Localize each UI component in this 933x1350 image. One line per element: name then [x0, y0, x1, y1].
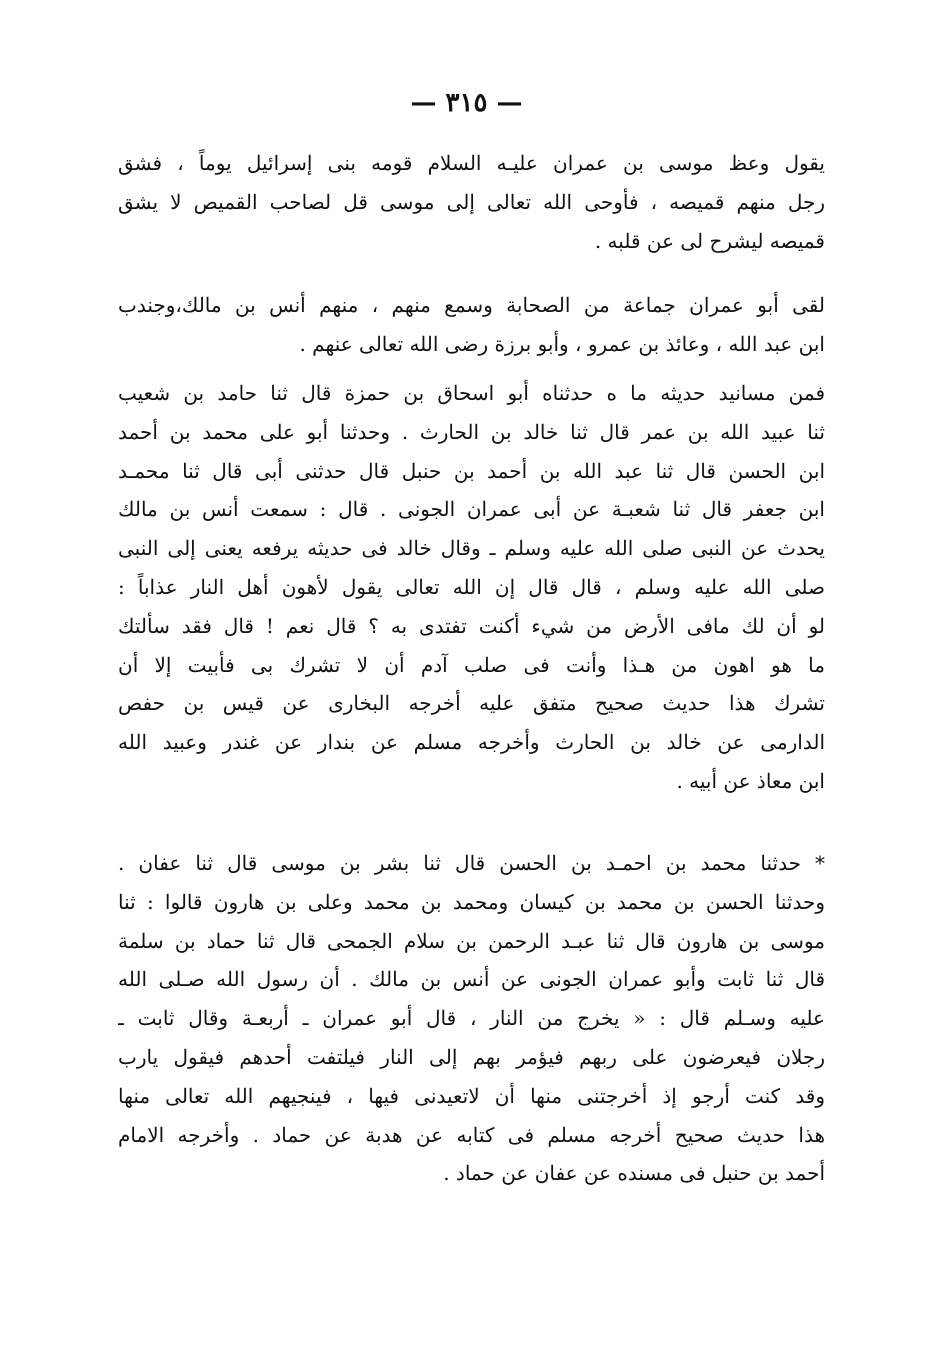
- text-line: فمن مسانيد حديثه ما ه حدثناه أبو اسحاق بن حمزة قال ثنا حامد بن شعيب: [118, 381, 825, 405]
- paragraph-2: [118, 286, 825, 364]
- text-line: رجلان فيعرضون على ربهم فيؤمر بهم إلى النار فيلتفت أحدهم فيقول يارب: [118, 1044, 825, 1069]
- text-line: ابن معاذ عن أبيه .: [676, 768, 825, 793]
- text-line: ثنا عبيد الله بن عمر قال ثنا خالد بن الحارث . وحدثنا أبو على محمد بن أحمد: [118, 419, 825, 444]
- text-line: قال ثنا ثابت وأبو عمران الجونى عن أنس بن مالك . أن رسول الله صـلى الله: [118, 967, 825, 992]
- text-line: يقول وعظ موسى بن عمران عليـه السلام قومه بنى إسرائيل يوماً ، فشق: [118, 151, 825, 175]
- text-line: لقى أبو عمران جماعة من الصحابة وسمع منهم ، منهم أنس بن مالك،وجندب: [118, 293, 825, 317]
- text-line: الدارمى عن خالد بن الحارث وأخرجه مسلم عن بندار عن غندر وعبيد الله: [118, 730, 825, 755]
- text-line: موسى بن هارون قال ثنا عبـد الرحمن بن سلام الجمحى قال ثنا حماد بن سلمة: [118, 928, 825, 953]
- page-number: — ٣١٥ —: [410, 88, 523, 118]
- text-line: أحمد بن حنبل فى مسنده عن عفان عن حماد .: [443, 1161, 825, 1186]
- text-line: هذا حديث صحيح أخرجه مسلم فى كتابه عن هدبة عن حماد . وأخرجه الامام: [118, 1122, 825, 1147]
- paragraph-4: [118, 844, 825, 1193]
- text-line: لو أن لك مافى الأرض من شيء أكنت تفتدى به ؟ قال نعم ! قال فقد سألتك: [118, 613, 825, 638]
- text-line: وقد كنت أرجو إذ أخرجتنى منها أن لاتعيدنى فيها ، فينجيهم الله تعالى منها: [118, 1083, 825, 1108]
- text-line: وحدثنا الحسن بن محمد بن كيسان ومحمد بن محمد وعلى بن هارون قالوا : ثنا: [118, 889, 825, 914]
- text-line: * حدثنا محمد بن احمـد بن الحسن قال ثنا بشر بن موسى قال ثنا عفان .: [118, 851, 825, 875]
- paragraph-3: [118, 374, 825, 801]
- text-line: قميصه ليشرح لى عن قلبه .: [594, 228, 825, 253]
- text-line: يحدث عن النبى صلى الله عليه وسلم ـ وقال خالد فى حديثه يرفعه يعنى إلى النبى: [118, 536, 825, 561]
- text-line: ابن الحسن قال ثنا عبد الله بن أحمد بن حنبل قال حدثنى أبى قال ثنا محمـد: [118, 458, 825, 483]
- text-line: تشرك هذا حديث صحيح متفق عليه أخرجه البخارى عن قيس بن حفص: [118, 691, 825, 716]
- text-line: صلى الله عليه وسلم ، قال قال إن الله تعالى يقول لأهون أهل النار عذاباً :: [118, 574, 825, 599]
- paragraph-1: [118, 144, 825, 260]
- text-line: ابن عبد الله ، وعائذ بن عمرو ، وأبو برزة رضى الله تعالى عنهم .: [299, 331, 825, 356]
- text-line: رجل منهم قميصه ، فأوحى الله تعالى إلى موسى قل لصاحب القميص لا يشق: [118, 189, 825, 214]
- text-line: عليه وسـلم قال : « يخرج من النار ، قال أبو عمران ـ أربعـة وقال ثابت ـ: [118, 1006, 825, 1031]
- text-line: ابن جعفر قال ثنا شعبـة عن أبى عمران الجونى . قال : سمعت أنس بن مالك: [118, 497, 825, 522]
- text-line: ما هو اهون من هـذا وأنت فى صلب آدم أن لا تشرك بى فأبيت إلا أن: [118, 652, 825, 677]
